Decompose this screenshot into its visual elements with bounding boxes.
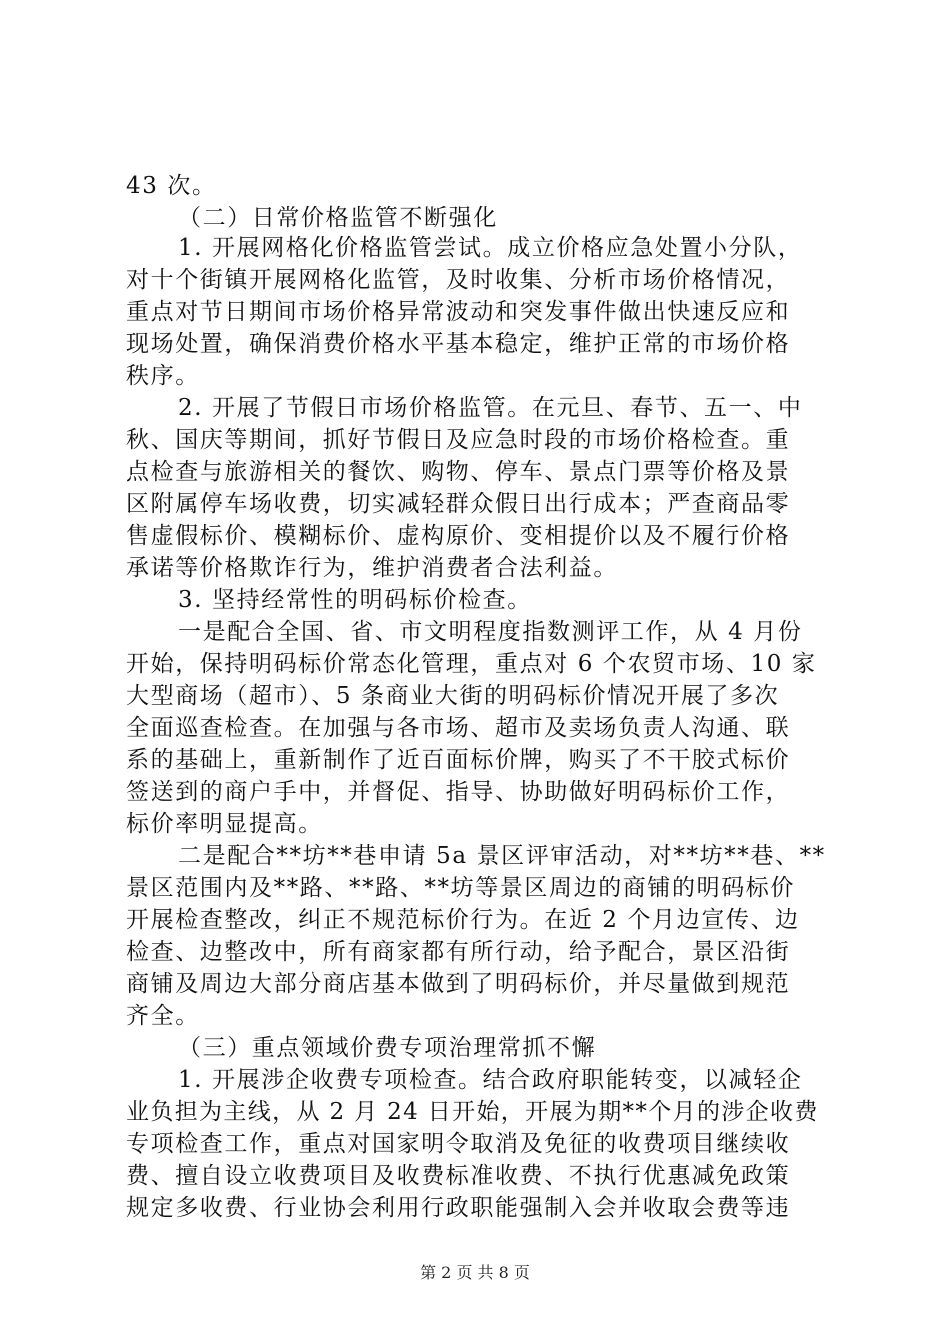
page-footer: 第 2 页 共 8 页 [420,1263,530,1282]
text-line: （三）重点领域价费专项治理常抓不懈 [178,1035,597,1061]
text-line: 规定多收费、行业协会利用行政职能强制入会并收取会费等违 [126,1195,791,1221]
text-line: 承诺等价格欺诈行为，维护消费者合法利益。 [126,555,618,581]
text-line: 商铺及周边大部分商店基本做到了明码标价，并尽量做到规范 [126,971,791,997]
text-line: 齐全。 [126,1003,200,1029]
text-line: 1. 开展网格化价格监管尝试。成立价格应急处置小分队， [178,235,803,261]
text-line: 二是配合**坊**巷申请 5a 景区评审活动，对**坊**巷、** [178,843,826,869]
text-line: 1. 开展涉企收费专项检查。结合政府职能转变，以减轻企 [178,1067,803,1093]
text-line: 开展检查整改，纠正不规范标价行为。在近 2 个月边宣传、边 [126,907,800,933]
text-line: 对十个街镇开展网格化监管，及时收集、分析市场价格情况， [126,267,791,293]
text-line: 系的基础上，重新制作了近百面标价牌，购买了不干胶式标价 [126,747,791,773]
text-line: 开始，保持明码标价常态化管理，重点对 6 个农贸市场、10 家 [126,651,817,677]
text-line: 签送到的商户手中，并督促、指导、协助做好明码标价工作， [126,779,791,805]
text-line: 秩序。 [126,363,200,389]
text-line: 全面巡查检查。在加强与各市场、超市及卖场负责人沟通、联 [126,715,791,741]
text-line: 费、擅自设立收费项目及收费标准收费、不执行优惠减免政策 [126,1163,791,1189]
text-line: 秋、国庆等期间，抓好节假日及应急时段的市场价格检查。重 [126,427,791,453]
text-line: 检查、边整改中，所有商家都有所行动，给予配合，景区沿街 [126,939,791,965]
text-line: 大型商场（超市）、5 条商业大街的明码标价情况开展了多次 [126,683,780,709]
text-line: 景区范围内及**路、**路、**坊等景区周边的商铺的明码标价 [126,875,795,901]
text-line: 售虚假标价、模糊标价、虚构原价、变相提价以及不履行价格 [126,523,791,549]
text-line: 专项检查工作，重点对国家明令取消及免征的收费项目继续收 [126,1131,791,1157]
text-line: 点检查与旅游相关的餐饮、购物、停车、景点门票等价格及景 [126,459,791,485]
text-line: 现场处置，确保消费价格水平基本稳定，维护正常的市场价格 [126,331,791,357]
text-line: （二）日常价格监管不断强化 [178,205,498,231]
text-line: 区附属停车场收费，切实减轻群众假日出行成本；严查商品零 [126,491,791,517]
text-line: 2. 开展了节假日市场价格监管。在元旦、春节、五一、中 [178,395,803,421]
text-line: 一是配合全国、省、市文明程度指数测评工作，从 4 月份 [178,619,803,645]
text-line: 3. 坚持经常性的明码标价检查。 [178,587,532,613]
text-line: 43 次。 [126,173,217,199]
text-line: 标价率明显提高。 [126,811,323,837]
text-line: 重点对节日期间市场价格异常波动和突发事件做出快速反应和 [126,299,791,325]
text-line: 业负担为主线，从 2 月 24 日开始，开展为期**个月的涉企收费 [126,1099,819,1125]
